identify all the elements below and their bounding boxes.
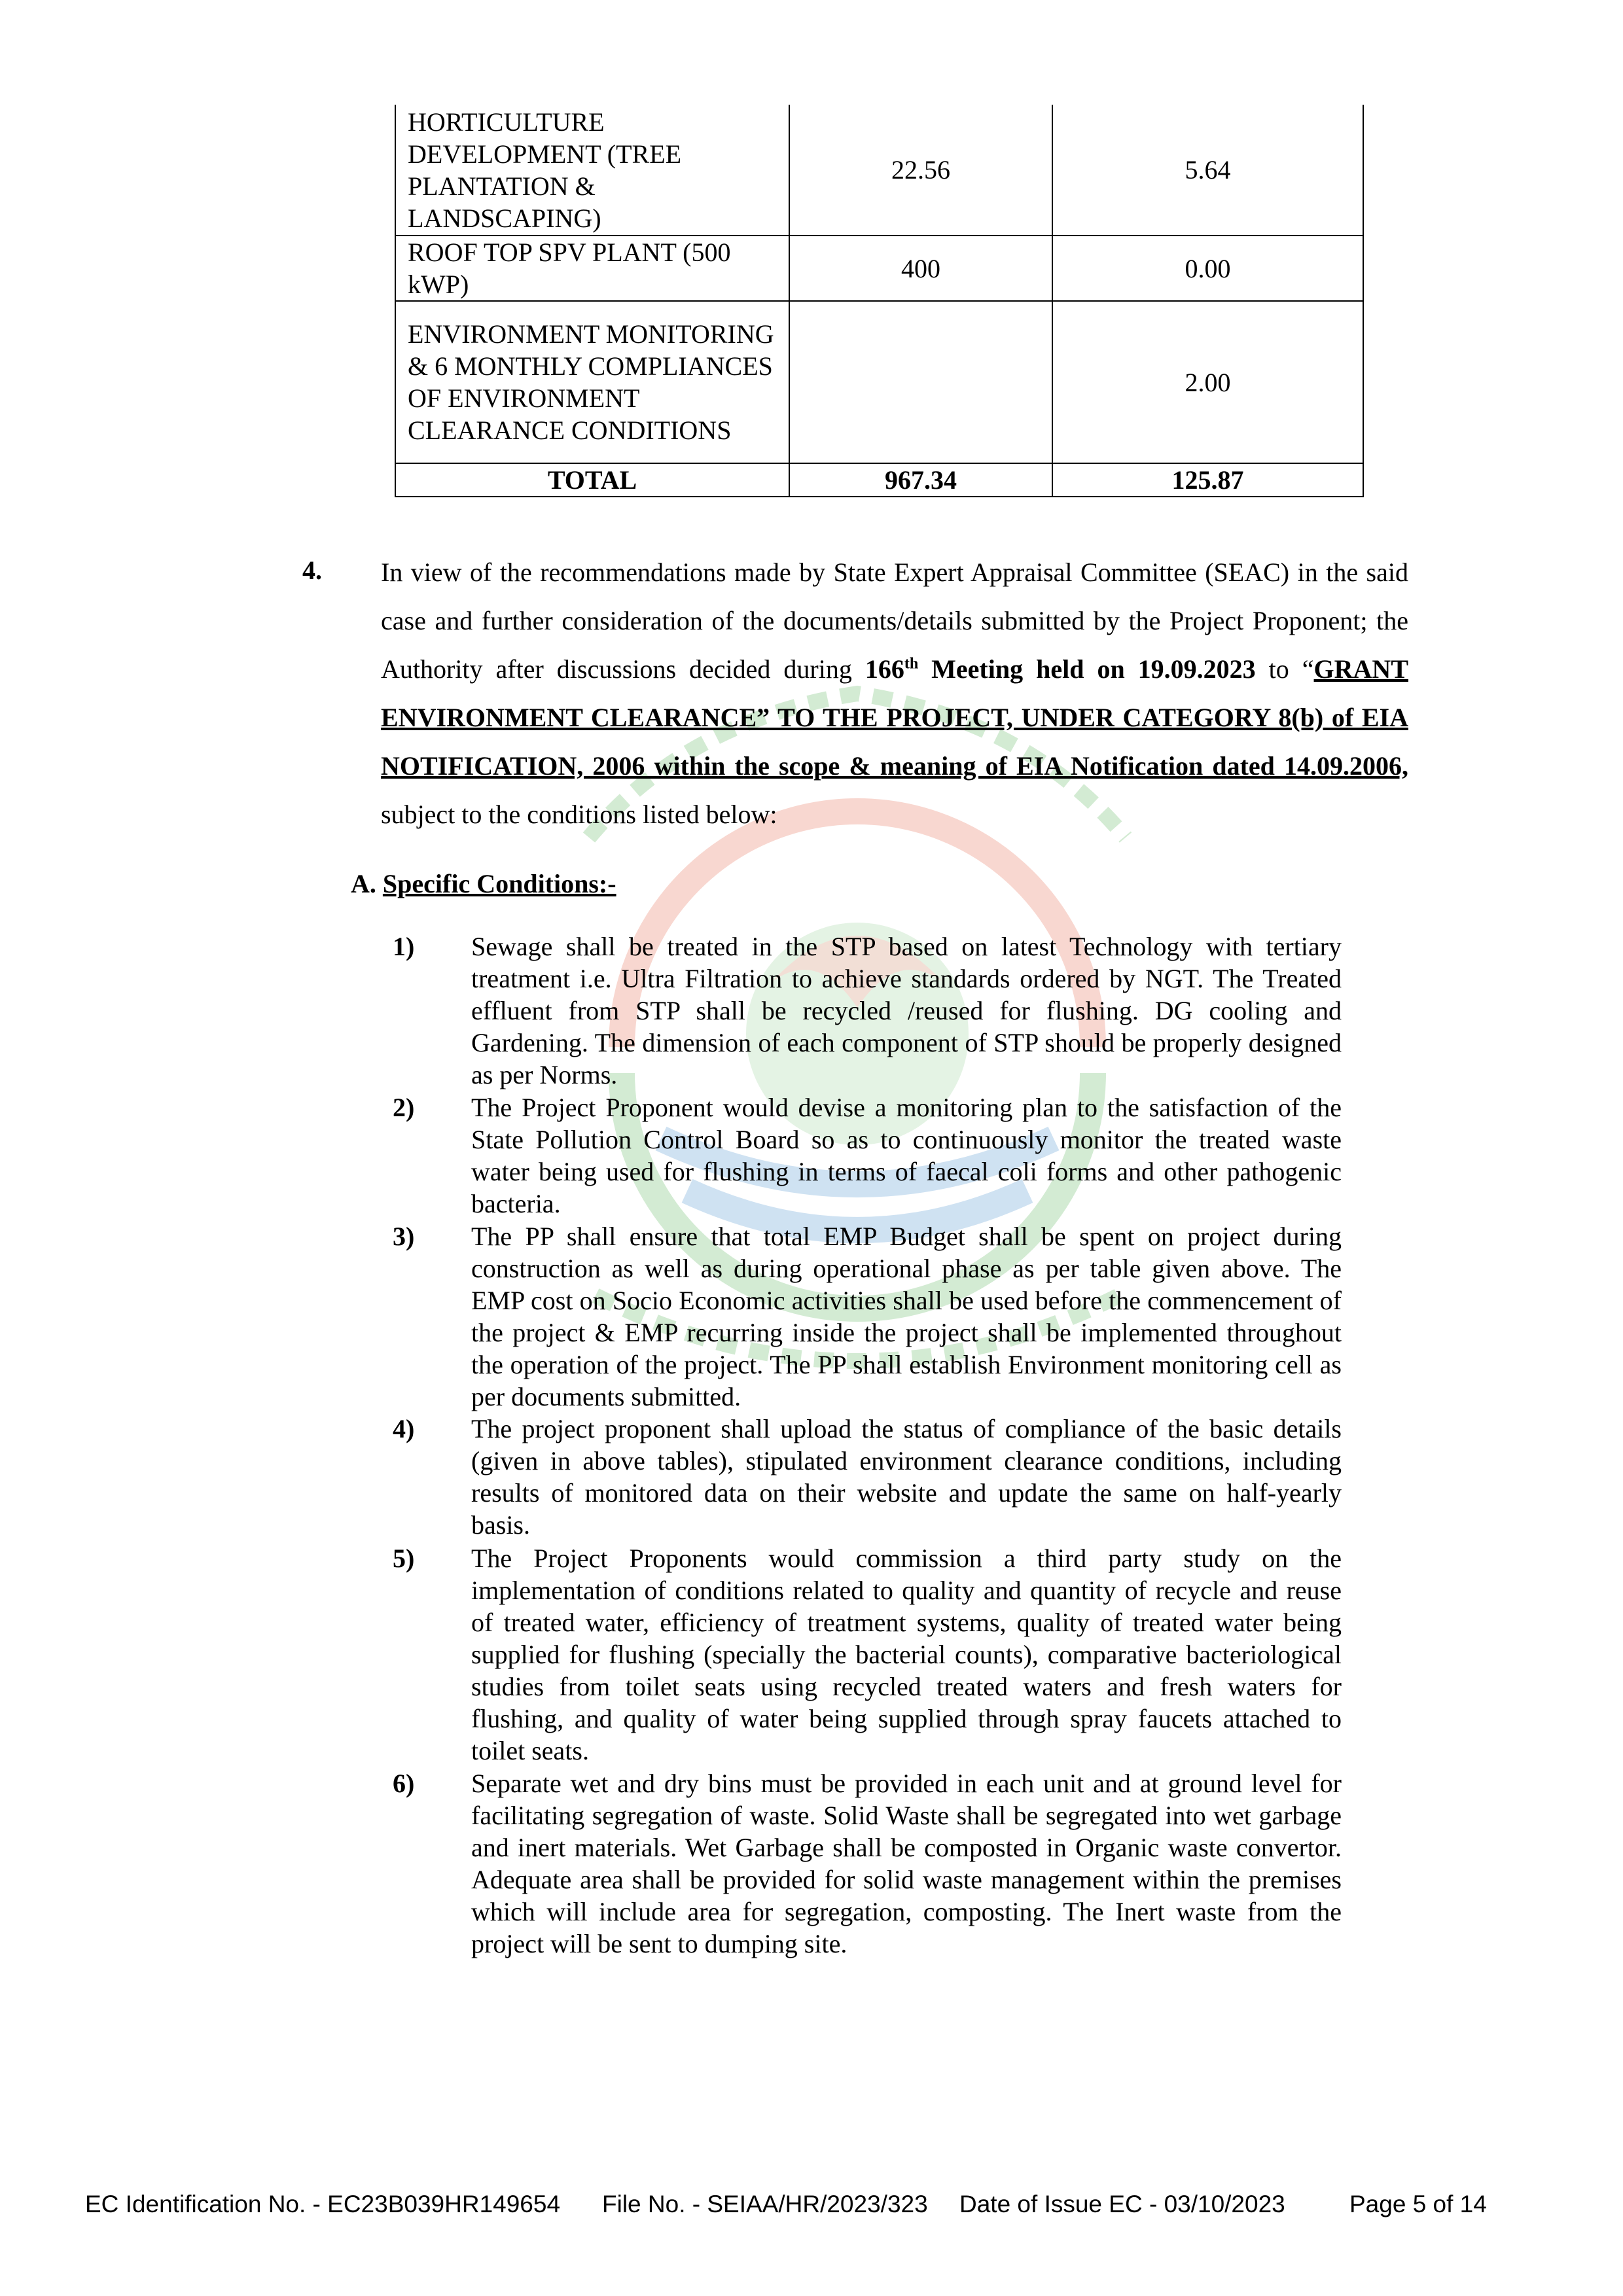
table-total-row [395,463,1363,497]
para4-text1: In view of the recommendations made by State Expert Appraisal Committee (SEAC) in the said case and further consideration of the documents/details submitted by the Project Proponent; the Authority after discussions decided during [381,557,1408,684]
table-cell-recurring: 0.00 [1052,236,1363,301]
condition-text: Separate wet and dry bins must be provided in each unit and at ground level for facilitating segregation of waste. Solid Waste shall be segregated into wet garbage and inert materials. Wet Garbage shall be composted in Organic waste convertor. Adequate area shall be provided for solid waste management within the premises which will include area for segregation, composting. The Inert waste from the project will be sent to dumping site. [471,1769,1342,1958]
condition-item [393,1091,1342,1220]
condition-text: The Project Proponents would commission a third party study on the implementation of conditions related to quality and quantity of recycle and reuse of treated water, efficiency of treatment systems, quality of treated water being supplied for flushing (specially the bacterial counts), comparative bacteriological studies from toilet seats using recycled treated waters and fresh waters for flushing, and quality of water being supplied through spray faucets attached to toilet seats. [471,1544,1342,1765]
table-cell-label: HORTICULTURE DEVELOPMENT (TREE PLANTATION & LANDSCAPING) [395,105,789,236]
grant-clearance-text: GRANT ENVIRONMENT CLEARANCE” TO THE PROJECT, UNDER CATEGORY 8(b) of EIA NOTIFICATION, 2006 within the scope & meaning of EIA Notification dated 14.09.2006, [381,654,1408,781]
table-row [395,236,1363,301]
specific-conditions-heading [351,868,616,899]
para4-text2: to “ [1255,654,1314,684]
meeting-reference [865,654,1256,684]
emp-budget-table [395,105,1364,497]
table-cell-capital: 22.56 [789,105,1052,236]
ec-identification: EC Identification No. - EC23B039HR149654 [85,2191,561,2217]
condition-number: 1) [393,932,415,961]
condition-text: Sewage shall be treated in the STP based on latest Technology with tertiary treatment i.e. Ultra Filtration to achieve standards ordered by NGT. The Treated effluent from STP shall be recycled /reused for flushing. DG cooling and Gardening. The dimension of each component of STP should be properly designed as per Norms. [471,932,1342,1089]
meeting-suffix: th [904,655,919,673]
table-row [395,301,1363,463]
condition-number: 4) [393,1414,415,1443]
table-cell-capital [789,301,1052,463]
condition-item [393,1413,1342,1541]
condition-number: 5) [393,1544,415,1573]
heading-title: Specific Conditions:- [382,869,616,898]
condition-text: The Project Proponent would devise a monitoring plan to the satisfaction of the State Pollution Control Board so as to continuously monitor the treated waste water being used for flushing in terms of faecal coli forms and other pathogenic bacteria. [471,1093,1342,1218]
table-total-recurring: 125.87 [1052,463,1363,497]
table-cell-recurring: 5.64 [1052,105,1363,236]
condition-item [393,1220,1342,1413]
table-cell-label: ROOF TOP SPV PLANT (500 kWP) [395,236,789,301]
paragraph-number: 4. [302,556,322,585]
condition-item [393,930,1342,1091]
condition-number: 3) [393,1222,415,1251]
page-number: Page 5 of 14 [1349,2191,1487,2217]
date-of-issue: Date of Issue EC - 03/10/2023 [959,2191,1285,2217]
table-total-label: TOTAL [395,463,789,497]
para4-text3: subject to the conditions listed below: [381,800,777,829]
condition-item [393,1542,1342,1767]
condition-text: The PP shall ensure that total EMP Budget shall be spent on project during construction as well as during operational phase as per table given above. The EMP cost on Socio Economic activities shall be used before the commencement of the project & EMP recurring inside the project shall be implemented throughout the operation of the project. The PP shall establish Environment monitoring cell as per documents submitted. [471,1222,1342,1411]
condition-number: 6) [393,1769,415,1798]
condition-text: The project proponent shall upload the status of compliance of the basic details (given in above tables), stipulated environment clearance conditions, including results of monitored data on their website and update the same on half-yearly basis. [471,1414,1342,1540]
heading-prefix: A. [351,869,376,898]
table-cell-label: ENVIRONMENT MONITORING & 6 MONTHLY COMPLIANCES OF ENVIRONMENT CLEARANCE CONDITIONS [395,301,789,463]
file-number: File No. - SEIAA/HR/2023/323 [602,2191,928,2217]
table-cell-capital: 400 [789,236,1052,301]
table-row [395,105,1363,236]
paragraph-4 [381,548,1408,839]
table-total-capital: 967.34 [789,463,1052,497]
meeting-number: 166 [865,654,904,684]
condition-item [393,1767,1342,1960]
condition-number: 2) [393,1093,415,1122]
table-cell-recurring: 2.00 [1052,301,1363,463]
meeting-text: Meeting held on 19.09.2023 [918,654,1256,684]
